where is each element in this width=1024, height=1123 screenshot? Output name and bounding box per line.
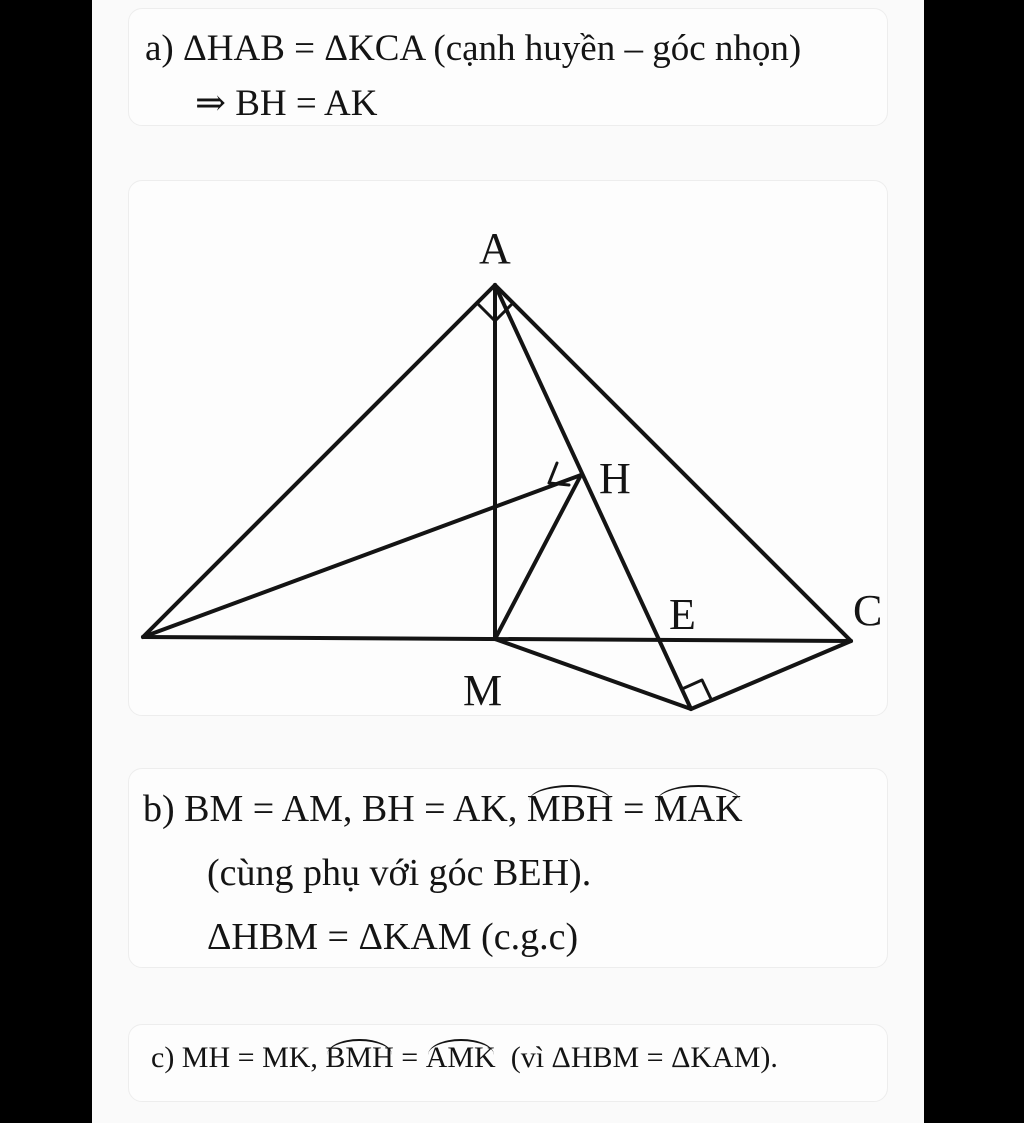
segment-AC	[495, 285, 851, 641]
part-c-line1	[151, 1041, 778, 1075]
part-c-card	[128, 1024, 888, 1102]
part-b-line2: (cùng phụ với góc BEH).	[207, 852, 592, 894]
part-c-equals: =	[401, 1041, 419, 1074]
label-A: A	[479, 224, 511, 273]
part-b-line1	[143, 787, 743, 831]
part-c-prefix: c) MH = MK,	[151, 1041, 318, 1074]
angle-BMH: BMH	[325, 1041, 394, 1074]
angle-MBH: MBH	[526, 788, 614, 830]
page	[92, 0, 924, 1123]
segment-AB	[143, 285, 495, 637]
geometry-figure	[129, 181, 889, 717]
part-c-suffix: (vì ΔHBM = ΔKAM).	[510, 1041, 778, 1074]
part-b-equals: =	[622, 788, 645, 830]
label-M: M	[463, 666, 503, 715]
segment-MH	[495, 475, 581, 639]
label-E: E	[669, 590, 696, 639]
segment-CK	[691, 641, 851, 709]
part-b-prefix: b) BM = AM, BH = AK,	[143, 788, 518, 830]
label-C: C	[853, 586, 883, 635]
part-a-line1: a) ΔHAB = ΔKCA (cạnh huyền – góc nhọn)	[145, 28, 802, 69]
label-H: H	[599, 454, 631, 503]
part-a-card	[128, 8, 888, 126]
figure-card	[128, 180, 888, 716]
part-b-line3: ΔHBM = ΔKAM (c.g.c)	[207, 916, 579, 958]
part-b-card	[128, 768, 888, 968]
part-a-line2: ⇒ BH = AK	[195, 83, 378, 124]
angle-MAK: MAK	[653, 788, 743, 830]
angle-AMK: AMK	[425, 1041, 496, 1074]
segment-BH	[143, 475, 581, 637]
